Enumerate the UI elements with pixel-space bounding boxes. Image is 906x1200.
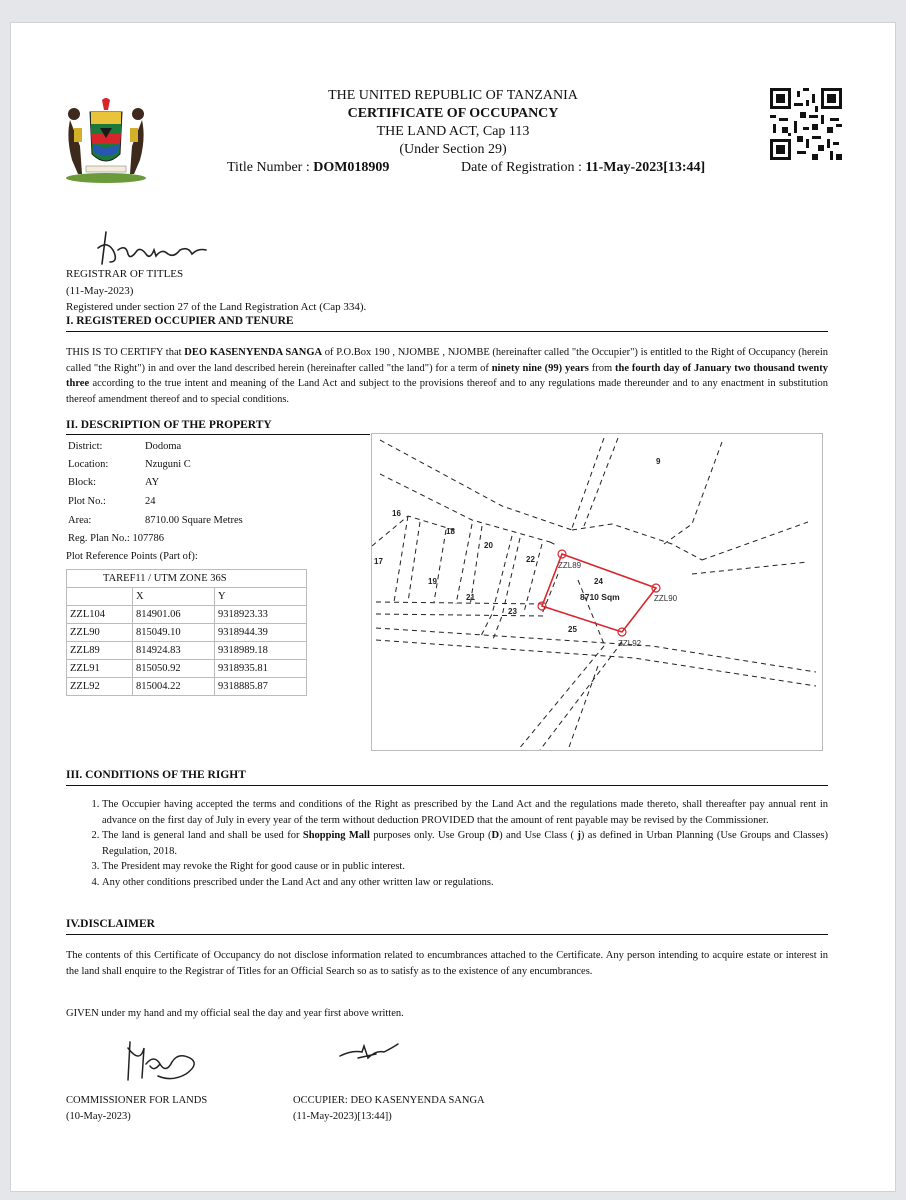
occupier-signature <box>336 1038 402 1064</box>
point-id: ZZL90 <box>67 624 133 642</box>
point-y: 9318989.18 <box>215 642 307 660</box>
point-x: 815050.92 <box>133 660 215 678</box>
reference-points-table <box>66 569 307 696</box>
field-label: Location: <box>68 459 109 470</box>
registrar-signature <box>88 228 218 272</box>
field-block <box>68 477 159 488</box>
condition-text: ) and Use Class ( <box>499 830 578 841</box>
section-4-heading: IV.DISCLAIMER <box>66 918 155 930</box>
plot-label: 25 <box>568 625 577 634</box>
registrar-date: (11-May-2023) <box>66 285 134 297</box>
use-group: D <box>491 830 500 841</box>
field-label: District: <box>68 441 103 452</box>
disclaimer-text: The contents of this Certificate of Occupancy do not disclose information related to encumbrances attached to the Certificate. Any person intending to acquire estate or interest in the land shall enquire to the Registrar of Titles for an Official Search so as to satisfy as to the existence of any encumbrances. <box>66 950 828 977</box>
term-length: ninety nine (99) years <box>491 362 589 374</box>
plot-label: 21 <box>466 593 475 602</box>
act-section: (Under Section 29) <box>399 142 507 157</box>
field-reg-plan <box>68 533 164 544</box>
title-number-label: Title Number : <box>227 160 310 175</box>
statement-text-1: THIS IS TO CERTIFY that <box>66 347 185 358</box>
point-x: 814924.83 <box>133 642 215 660</box>
field-district <box>68 441 181 452</box>
field-plot-no <box>68 496 156 507</box>
section-4-rule <box>66 934 828 935</box>
field-value: 24 <box>145 496 156 507</box>
point-x: 815004.22 <box>133 678 215 696</box>
plot-label: 23 <box>508 607 517 616</box>
point-id: ZZL91 <box>67 660 133 678</box>
land-use: Shopping Mall <box>302 830 370 841</box>
table-title-row <box>67 570 307 588</box>
section-1-rule <box>66 331 828 332</box>
beacon-label: ZZL89 <box>558 561 582 570</box>
field-value: 8710.00 Square Metres <box>145 515 243 526</box>
given-statement: GIVEN under my hand and my official seal the day and year first above written. <box>66 1008 404 1019</box>
point-id: ZZL89 <box>67 642 133 660</box>
commissioner-date: (10-May-2023) <box>66 1111 131 1122</box>
certificate-title: CERTIFICATE OF OCCUPANCY <box>347 106 559 121</box>
section-2-rule <box>66 434 370 435</box>
point-y: 9318944.39 <box>215 624 307 642</box>
plot-label: 20 <box>484 541 493 550</box>
plot-map <box>372 434 822 750</box>
plot-label: 24 <box>594 577 603 586</box>
point-x: 815049.10 <box>133 624 215 642</box>
field-value: Dodoma <box>145 441 182 452</box>
term-start: the fourth day of January two thousand twenty three <box>66 362 828 389</box>
conditions-list <box>84 797 828 890</box>
table-header-row <box>67 588 307 606</box>
point-y: 9318935.81 <box>215 660 307 678</box>
table-header-y: Y <box>215 588 307 606</box>
table-row <box>67 606 307 624</box>
title-number: DOM018909 <box>313 160 390 175</box>
section-2-heading: II. DESCRIPTION OF THE PROPERTY <box>66 419 272 431</box>
condition-text: The land is general land and shall be used for <box>102 830 303 841</box>
occupier-date: (11-May-2023)[13:44]) <box>293 1111 392 1122</box>
plot-label: 9 <box>656 457 661 466</box>
beacon-label: ZZL92 <box>618 639 642 648</box>
occupancy-statement <box>66 345 828 407</box>
commissioner-signature <box>120 1034 204 1084</box>
point-x: 814901.06 <box>133 606 215 624</box>
field-label: Area: <box>68 515 92 526</box>
plot-label: 16 <box>392 509 401 518</box>
field-value: 107786 <box>132 533 164 544</box>
list-item: 4. Any other conditions prescribed under the Land Act and any other written law or regulations. <box>102 875 828 891</box>
field-value: Nzuguni C <box>145 459 191 470</box>
registration-date-label: Date of Registration : <box>461 160 582 175</box>
table-header-x: X <box>133 588 215 606</box>
list-item: 1. The Occupier having accepted the terms and conditions of the Right as prescribed by the Land Act and the regulations made thereto, shall thereafter pay annual rent in advance on the first day of July in every year of the term without deduction PROVIDED that the amount of rent payable may be revised by the Commissioner. <box>102 797 828 828</box>
point-id: ZZL104 <box>67 606 133 624</box>
condition-text: purposes only. Use Group ( <box>369 830 492 841</box>
field-label: Plot No.: <box>68 496 106 507</box>
field-area <box>68 515 243 526</box>
plot-label: 19 <box>428 577 437 586</box>
point-y: 9318923.33 <box>215 606 307 624</box>
field-label: Block: <box>68 477 96 488</box>
country-name: THE UNITED REPUBLIC OF TANZANIA <box>328 88 578 103</box>
title-number-line <box>227 160 389 176</box>
list-item: 3. The President may revoke the Right for good cause or in public interest. <box>102 859 828 875</box>
section-1-heading: I. REGISTERED OCCUPIER AND TENURE <box>66 315 294 327</box>
table-row <box>67 624 307 642</box>
statement-text-2: of P.O.Box 190 , NJOMBE , NJOMBE (hereinafter called "the Occupier") is entitled to the Right of Occupancy (herein called "the Right") in and over the land described herein (hereinafter called "the land") for a term of <box>66 347 829 374</box>
statement-text-3: from <box>588 362 615 374</box>
section-3-heading: III. CONDITIONS OF THE RIGHT <box>66 769 246 781</box>
use-class: j <box>577 830 581 841</box>
occupier-name: DEO KASENYENDA SANGA <box>184 347 323 358</box>
plot-label: 17 <box>374 557 383 566</box>
point-y: 9318885.87 <box>215 678 307 696</box>
point-id: ZZL92 <box>67 678 133 696</box>
registration-act-note: Registered under section 27 of the Land Registration Act (Cap 334). <box>66 301 367 313</box>
commissioner-title: COMMISSIONER FOR LANDS <box>66 1095 208 1106</box>
plot-area-label: 8710 Sqm <box>580 592 620 602</box>
field-location <box>68 459 191 470</box>
beacon-label: ZZL90 <box>654 594 678 603</box>
condition-text: ) as defined in Urban Planning (Use Groups and Classes) Regulation, 2018. <box>102 830 828 857</box>
field-value: AY <box>145 477 160 488</box>
registration-date: 11-May-2023[13:44] <box>585 160 706 175</box>
registrar-title: REGISTRAR OF TITLES <box>66 268 184 280</box>
table-row <box>67 660 307 678</box>
statement-text-4: according to the true intent and meaning of the Land Act and subject to the provisions thereof and to any regulations made thereunder and to any enactment in substitution thereof amendment thereof and to special conditions. <box>66 378 828 405</box>
act-name: THE LAND ACT, Cap 113 <box>376 124 530 139</box>
occupier-title: OCCUPIER: DEO KASENYENDA SANGA <box>293 1095 485 1106</box>
table-row <box>67 642 307 660</box>
list-item <box>102 828 828 859</box>
registration-date-line <box>461 160 705 176</box>
ref-points-label: Plot Reference Points (Part of): <box>66 551 198 562</box>
section-3-rule <box>66 785 828 786</box>
plot-label: 22 <box>526 555 535 564</box>
field-label: Reg. Plan No.: <box>68 533 130 544</box>
table-title: TAREF11 / UTM ZONE 36S <box>67 570 307 588</box>
table-header-empty <box>67 588 133 606</box>
plot-label: 18 <box>446 527 455 536</box>
table-row <box>67 678 307 696</box>
